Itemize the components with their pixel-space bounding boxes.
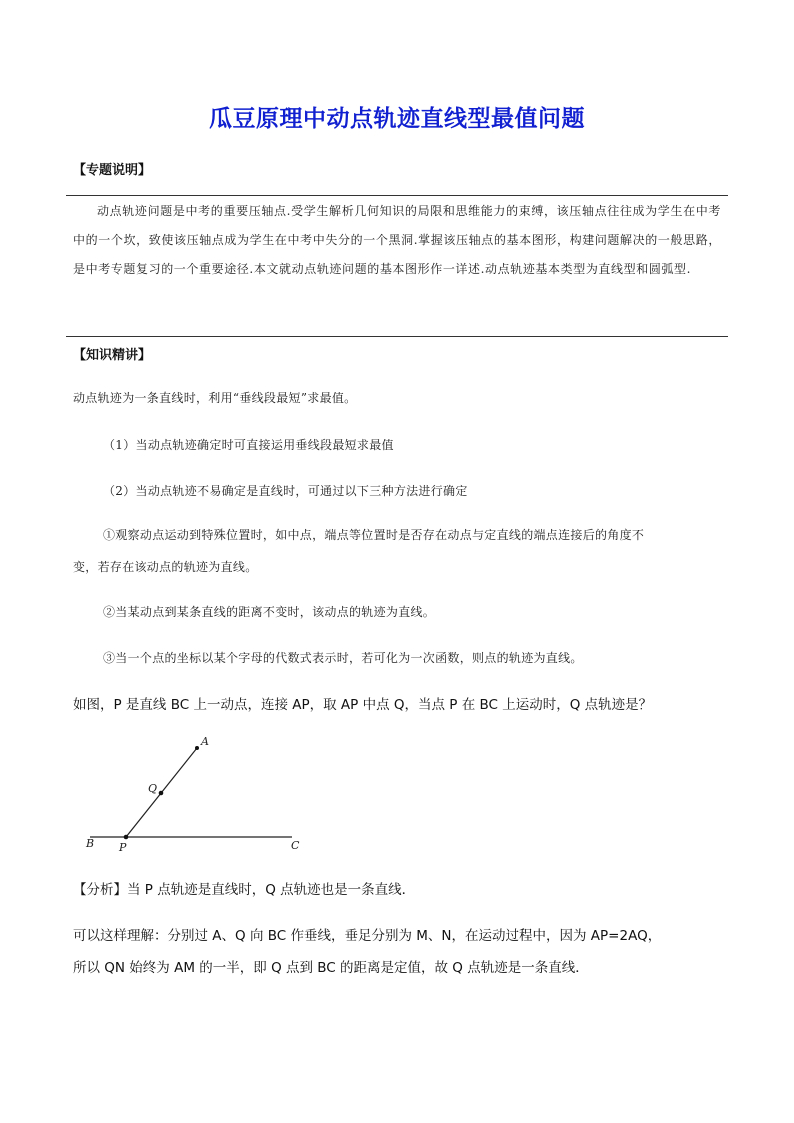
label-q: Q — [148, 782, 158, 795]
point-p — [124, 835, 129, 840]
topic-top-rule — [66, 195, 728, 196]
geometry-figure — [80, 730, 310, 855]
topic-paragraph: 动点轨迹问题是中考的重要压轴点.受学生解析几何知识的局限和思维能力的束缚，该压轴点往往成为学生在中考中的一个坎，致使该压轴点成为学生在中考中失分的一个黑洞.掌握该压轴点的基本图形，构建问题解决的一般思路，是中考专题复习的一个重要途径.本文就动点轨迹问题的基本图形作一详述.动点轨迹基本类型为直线型和圆弧型. — [73, 204, 721, 276]
point-q — [159, 791, 164, 796]
knowledge-heading: 【知识精讲】 — [73, 348, 152, 363]
knowledge-item-1: （1）当动点轨迹确定时可直接运用垂线段最短求最值 — [103, 438, 394, 452]
label-c: C — [291, 839, 300, 852]
point-a — [195, 746, 199, 750]
method-1-line-1: ①观察动点运动到特殊位置时，如中点，端点等位置时是否存在动点与定直线的端点连接后的角度不 — [103, 528, 645, 542]
label-b: B — [86, 837, 95, 850]
page-title: 瓜豆原理中动点轨迹直线型最值问题 — [209, 106, 585, 132]
example-question: 如图，P 是直线 BC 上一动点，连接 AP，取 AP 中点 Q，当点 P 在 BC 上运动时，Q 点轨迹是？ — [73, 697, 653, 713]
explanation-line-1: 可以这样理解：分别过 A、Q 向 BC 作垂线，垂足分别为 M、N，在运动过程中，因为 AP=2AQ， — [73, 928, 662, 944]
topic-heading: 【专题说明】 — [73, 163, 152, 178]
method-1-line-2: 变，若存在该动点的轨迹为直线。 — [73, 560, 258, 574]
label-p: P — [119, 841, 127, 854]
method-3: ③当一个点的坐标以某个字母的代数式表示时，若可化为一次函数，则点的轨迹为直线。 — [103, 651, 583, 665]
explanation-line-2: 所以 QN 始终为 AM 的一半，即 Q 点到 BC 的距离是定值，故 Q 点轨迹是一条直线． — [73, 960, 589, 976]
topic-bottom-rule — [66, 336, 728, 337]
analysis-text: 【分析】当 P 点轨迹是直线时，Q 点轨迹也是一条直线． — [73, 882, 416, 898]
knowledge-intro: 动点轨迹为一条直线时，利用“垂线段最短”求最值。 — [73, 391, 357, 405]
knowledge-item-2: （2）当动点轨迹不易确定是直线时，可通过以下三种方法进行确定 — [103, 484, 468, 498]
method-2: ②当某动点到某条直线的距离不变时，该动点的轨迹为直线。 — [103, 605, 436, 619]
label-a: A — [201, 735, 209, 748]
